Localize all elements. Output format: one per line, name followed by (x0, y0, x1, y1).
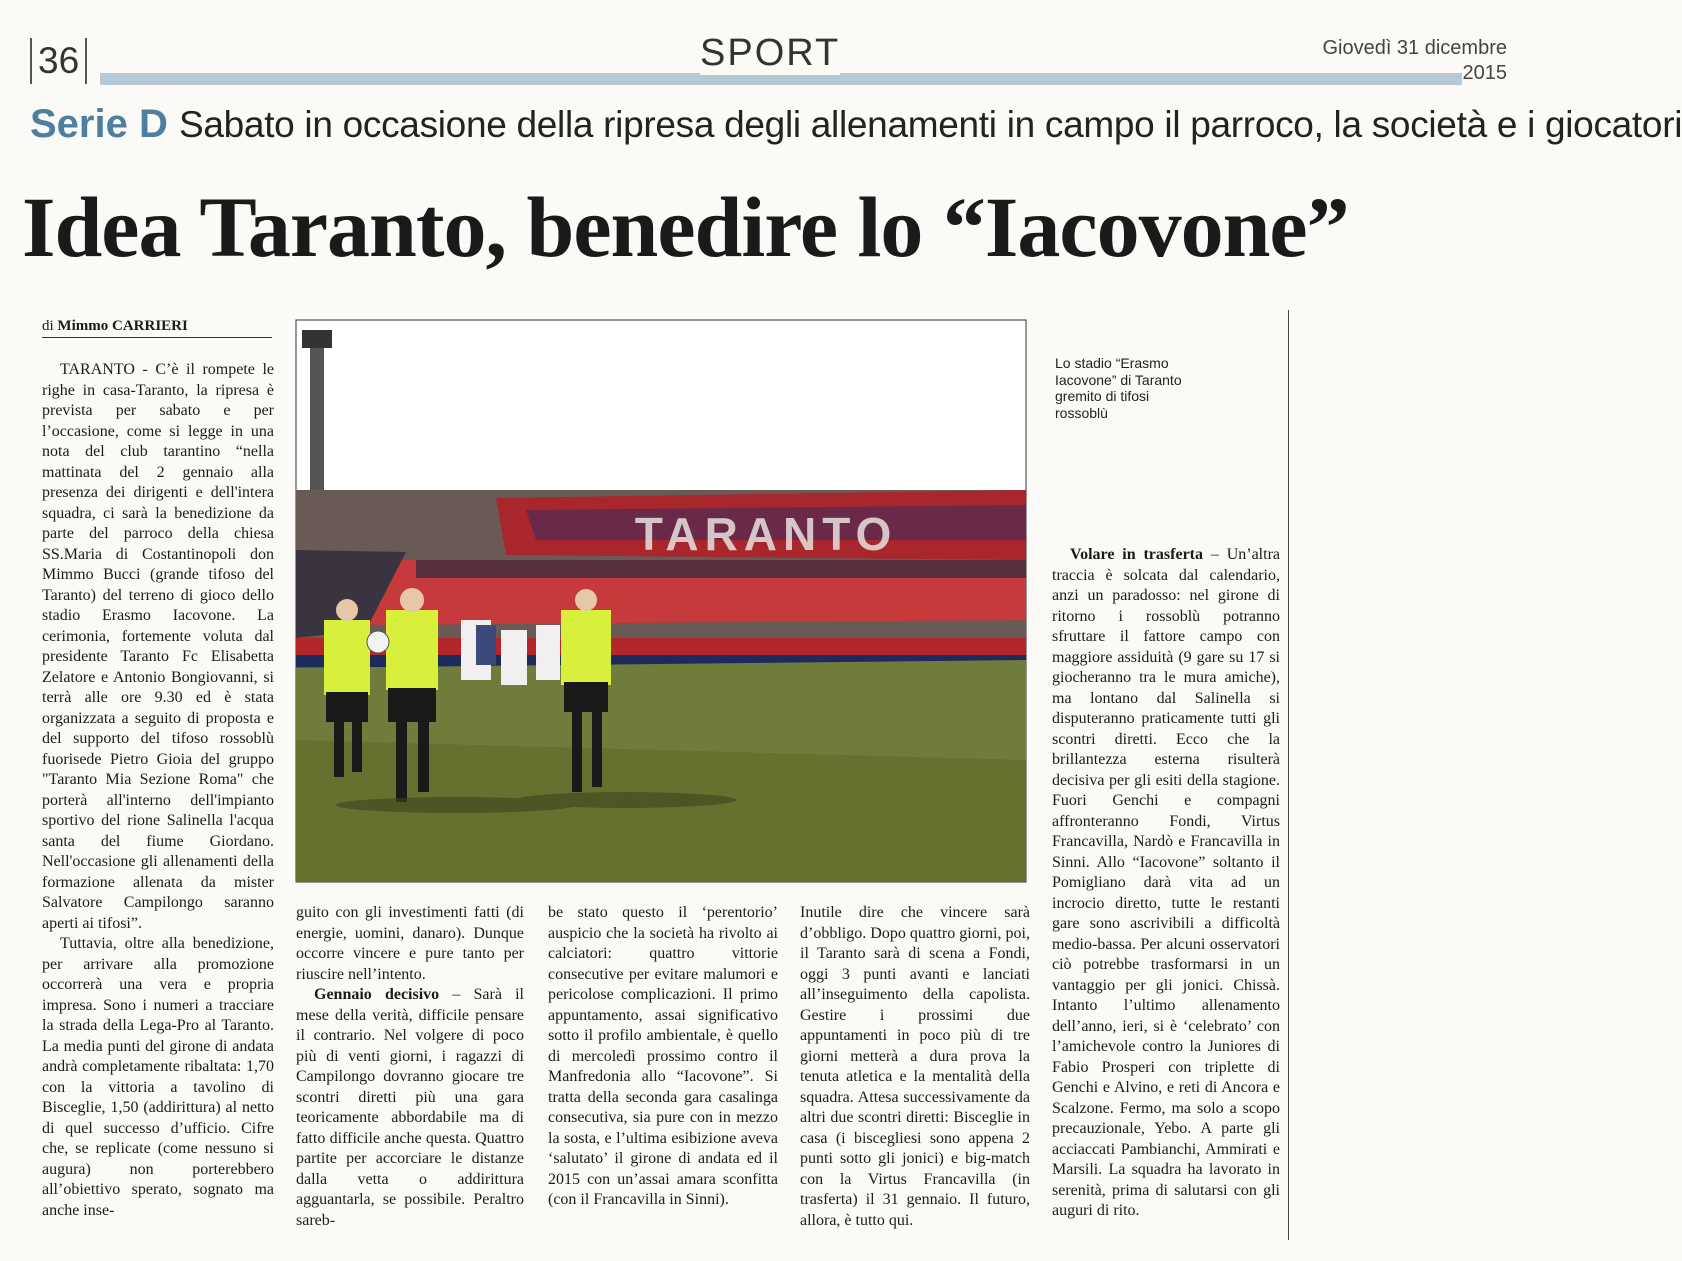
photo-caption: Lo stadio “Erasmo Iacovone” di Taranto gremito di tifosi rossoblù (1055, 355, 1182, 421)
subheading: Gennaio decisivo (314, 986, 440, 1003)
kicker (30, 102, 1682, 158)
article-column-1 (42, 360, 274, 1250)
issue-date-year: 2015 (1462, 62, 1507, 84)
kicker-label: Serie D (30, 102, 168, 146)
issue-date-day: Giovedì 31 dicembre (1322, 37, 1507, 59)
subheading: Volare in trasferta (1070, 546, 1203, 563)
paragraph: TARANTO - C’è il rompete le righe in casa-Taranto, la ripresa è prevista per sabato e per l’occasione, come si legge in una nota del club tarantino “nella mattinata del 2 gennaio alla presenza dei dirigenti e dell'intera squadra, ci sarà la benedizione da parte del parroco della chiesa SS.Maria di Costantinopoli don Mimmo Bucci (grande tifoso del Taranto) del terreno di gioco dello stadio Erasmo Iacovone. La cerimonia, fortemente voluta dal presidente Taranto Fc Elisabetta Zelatore e Antonio Bongiovanni, si terrà alle ore 9.30 ed è stata organizzata a seguito di proposta e del supporto del tifoso rossoblù fuorisede Pietro Gioia del gruppo "Taranto Mia Sezione Roma" che porterà all'interno dell'impianto sportivo del rione Salinella l'acqua santa del fiume Giordano. Nell'occasione gli allenamenti della formazione allenata da mister Salvatore Campilongo saranno aperti ai tifosi”. (42, 361, 274, 932)
kicker-text: Sabato in occasione della ripresa degli allenamenti in campo il parroco, la società e i giocatori (178, 104, 1682, 145)
section-title: SPORT (700, 32, 841, 74)
paragraph (1052, 545, 1280, 1222)
article-column-3 (548, 903, 778, 1223)
paragraph: be stato questo il ‘perentorio’ auspicio che la società ha rivolto ai calciatori: quattro vittorie consecutive per evitare malumori e pericolose complicazioni. Il primo appuntamento, assai significativo sotto il profilo ambientale, è quello di mercoledì prossimo contro il Manfredonia allo “Iacovone”. Si tratta della seconda gara casalinga consecutiva, sia pure con in mezzo la sosta, e l’ultima esibizione aveva ‘salutato’ il girone di andata ed il 2015 con un’assai amara sconfitta (con il Francavilla in Sinni). (548, 904, 778, 1208)
paragraph (296, 985, 524, 1231)
paragraph: guito con gli investimenti fatti (di energie, uomini, danaro). Dunque occorre vincere e pure tanto per riuscire nell’intento. (296, 904, 524, 983)
column-divider (1288, 310, 1289, 1240)
article-column-2 (296, 903, 524, 1229)
article-column-5 (1052, 545, 1280, 1225)
article-column-4 (800, 903, 1030, 1229)
paragraph-text: – Sarà il mese della verità, difficile pensare il contrario. Nel volgere di poco più di venti giorni, i ragazzi di Campilongo dovranno giocare tre scontri diretti più una gara teoricamente abbordabile ma di fatto difficile anche questa. Quattro partite per accorciare le distanze dalla vetta o addirittura agguantarla, se possibile. Peraltro sareb- (296, 986, 524, 1229)
page-number: 36 (30, 38, 87, 84)
paragraph: Tuttavia, oltre alla benedizione, per arrivare alla promozione occorrerà una vera e propria impresa. Sono i numeri a tracciare la strada della Lega-Pro al Taranto. La media punti del girone di andata andrà completamente ribaltata: 1,70 con la vittoria a tavolino di Bisceglie, 1,50 (addirittura) al netto di quel successo d’ufficio. Cifre che, se replicate (come nessuno si augura) non porterebbero all’obiettivo sperato, sognato ma anche inse- (42, 935, 274, 1219)
banner-text: TARANTO (634, 508, 898, 560)
byline (42, 318, 272, 338)
byline-author: Mimmo CARRIERI (57, 318, 188, 334)
stadium-photo (296, 320, 1026, 882)
headline: Idea Taranto, benedire lo “Iacovone” (22, 179, 1349, 275)
paragraph: Inutile dire che vincere sarà d’obbligo. Dopo quattro giorni, poi, il Taranto sarà di scena a Fondi, oggi 3 punti avanti e lanciati all’inseguimento della capolista. Gestire i prossimi due appuntamenti in poco più di tre giorni metterà a dura prova la tenuta atletica e la mentalità della squadra. Attesa successivamente da altri due scontri diretti: Bisceglie in casa (i biscegliesi sono appena 2 punti sotto gli jonici) e big-match con la Virtus Francavilla (in trasferta) il 31 gennaio. Il futuro, allora, è tutto qui. (800, 904, 1030, 1229)
byline-prefix: di (42, 318, 54, 334)
paragraph-text: – Un’altra traccia è solcata dal calendario, anzi un paradosso: nel girone di ritorno i rossoblù potranno sfruttare il fattore campo con maggiore assiduità (9 gare su 17 si giocheranno tra le mura amiche), ma lontano dal Salinella si disputeranno praticamente tutti gli scontri diretti. Ecco che la brillantezza esterna risulterà decisiva per gli esiti della stagione. Fuori Genchi e compagni affronteranno Fondi, Virtus Francavilla, Nardò e Francavilla in Sinni. Allo “Iacovone” soltanto il Pomigliano darà vita ad un incrocio diretto, tutte le restanti gare sono ascrivibili a difficoltà medio-bassa. Per alcuni osservatori ciò potrebbe trasformarsi in un vantaggio per gli jonici. Chissà. Intanto l’ultimo allenamento dell’anno, ieri, si è ‘celebrato’ con l’amichevole contro la Juniores di Fabio Prosperi con triplette di Genchi e Alvino, e reti di Ancora e Scalzone. Fermo, ma solo a scopo precauzionale, Yebo. A parte gli acciaccati Pambianchi, Ammirati e Marsili. La squadra ha lavorato in serenità, prima di salutarsi con gli auguri di rito. (1052, 546, 1280, 1219)
